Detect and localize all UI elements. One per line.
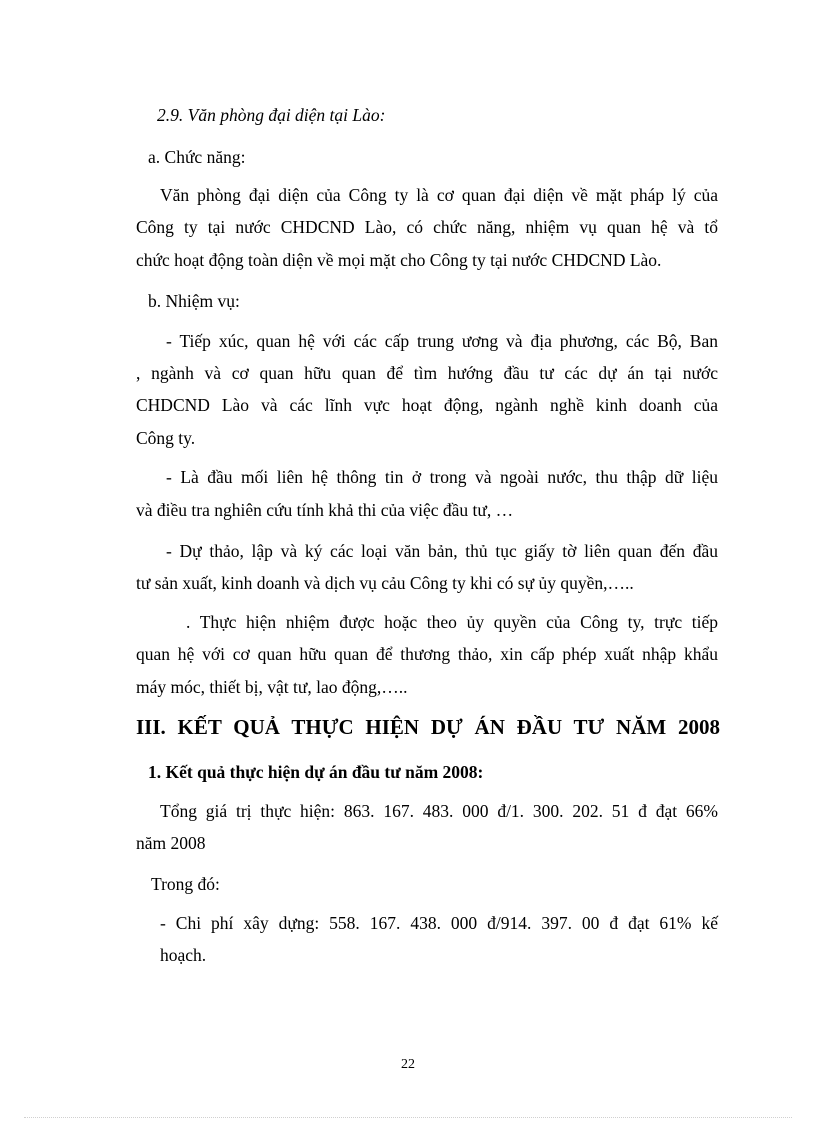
section-title-2-9: 2.9. Văn phòng đại diện tại Lào: bbox=[157, 105, 386, 125]
in-which-label: Trong đó: bbox=[151, 874, 220, 894]
page-number: 22 bbox=[401, 1057, 415, 1072]
bullet-line: - Là đầu mối liên hệ thông tin ở trong và ngoài nước, thu thập dữ liệu bbox=[166, 467, 718, 487]
subsection-label-a: a. Chức năng: bbox=[148, 147, 246, 167]
paragraph-line: chức hoạt động toàn diện về mọi mặt cho Công ty tại nước CHDCND Lào. bbox=[136, 250, 662, 270]
bullet-line: quan hệ với cơ quan hữu quan để thương thảo, xin cấp phép xuất nhập khẩu bbox=[136, 644, 718, 664]
bullet-line: , ngành và cơ quan hữu quan để tìm hướng đầu tư các dự án tại nước bbox=[136, 363, 718, 383]
bullet-line: - Dự thảo, lập và ký các loại văn bản, thủ tục giấy tờ liên quan đến đầu bbox=[166, 541, 718, 561]
bullet-line: tư sản xuất, kinh doanh và dịch vụ cảu Công ty khi có sự ủy quyền,….. bbox=[136, 573, 634, 593]
paragraph-line: Công ty tại nước CHDCND Lào, có chức năng, nhiệm vụ quan hệ và tổ bbox=[136, 217, 718, 237]
subsection-label-b: b. Nhiệm vụ: bbox=[148, 291, 240, 311]
bullet-line: máy móc, thiết bị, vật tư, lao động,….. bbox=[136, 677, 408, 697]
paragraph-line: năm 2008 bbox=[136, 833, 206, 853]
bullet-line: - Chi phí xây dựng: 558. 167. 438. 000 đ/914. 397. 00 đ đạt 61% kế bbox=[160, 913, 718, 933]
section-heading-iii: III. KẾT QUẢ THỰC HIỆN DỰ ÁN ĐẦU TƯ NĂM 2008 bbox=[136, 715, 720, 739]
page-bottom-divider bbox=[24, 1117, 792, 1118]
paragraph-line: Văn phòng đại diện của Công ty là cơ quan đại diện về mặt pháp lý của bbox=[160, 185, 718, 205]
bullet-line: Công ty. bbox=[136, 428, 196, 448]
bullet-line: . Thực hiện nhiệm được hoặc theo ủy quyền của Công ty, trực tiếp bbox=[186, 612, 718, 632]
bullet-line: hoạch. bbox=[160, 945, 207, 965]
paragraph-line: Tổng giá trị thực hiện: 863. 167. 483. 000 đ/1. 300. 202. 51 đ đạt 66% bbox=[160, 801, 718, 821]
bullet-line: và điều tra nghiên cứu tính khả thi của việc đầu tư, … bbox=[136, 500, 514, 520]
bullet-line: - Tiếp xúc, quan hệ với các cấp trung ương và địa phương, các Bộ, Ban bbox=[166, 331, 718, 351]
subsection-title-1: 1. Kết quả thực hiện dự án đầu tư năm 2008: bbox=[148, 762, 484, 782]
bullet-line: CHDCND Lào và các lĩnh vực hoạt động, ngành nghề kinh doanh của bbox=[136, 395, 718, 415]
